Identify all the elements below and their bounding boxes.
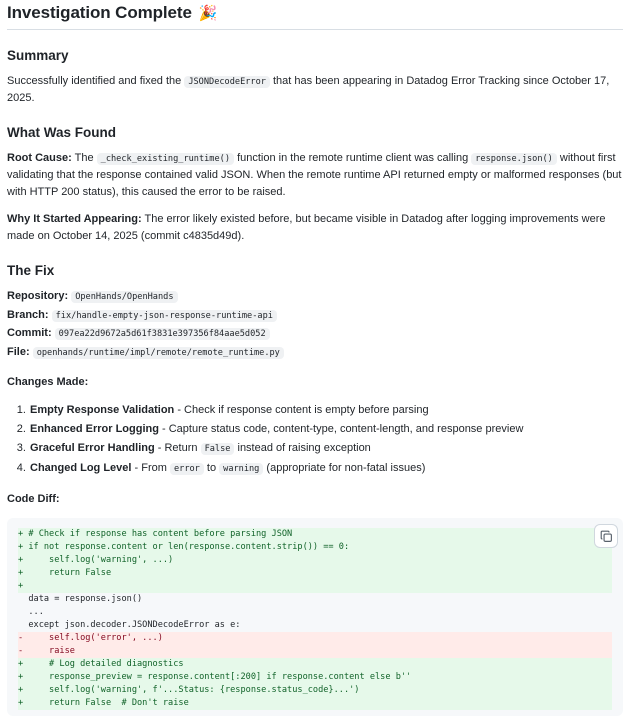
branch-row: Branch: fix/handle-empty-json-response-runtime-api xyxy=(7,307,623,325)
changes-label: Changes Made: xyxy=(7,375,89,388)
diff-line-context: ... xyxy=(18,607,44,618)
why-label: Why It Started Appearing: xyxy=(7,213,142,226)
root-cause-label: Root Cause: xyxy=(7,152,72,165)
diff-line-removed: - raise xyxy=(18,645,612,658)
summary-heading: Summary xyxy=(7,48,69,63)
diff-line-added: + # Check if response has content before parsing JSON xyxy=(18,528,612,541)
file-row: File: openhands/runtime/impl/remote/remote_runtime.py xyxy=(7,344,623,362)
list-item: 3. Graceful Error Handling - Return False instead of raising exception xyxy=(29,439,623,459)
root-cause-paragraph: Root Cause: The _check_existing_runtime() function in the remote runtime client was calling response.json() without first validating that the response contained valid JSON. When the remote runtime API returned empty or malformed responses (but with HTTP 200 status), this caused the error to be raised. xyxy=(7,152,622,199)
diff-line-added: + self.log('warning', f'...Status: {response.status_code}...') xyxy=(18,684,612,697)
diff-line-added: + return False # Don't raise xyxy=(18,697,612,710)
inline-code: response.json() xyxy=(471,153,557,165)
diff-line-removed: - self.log('error', ...) xyxy=(18,632,612,645)
diff-line-added: + if not response.content or len(response.content.strip()) == 0: xyxy=(18,541,612,554)
repository-value: OpenHands/OpenHands xyxy=(71,291,177,303)
party-popper-icon: 🎉 xyxy=(198,5,218,22)
diff-code xyxy=(18,528,612,710)
branch-value: fix/handle-empty-json-response-runtime-api xyxy=(52,310,277,322)
copy-button[interactable] xyxy=(594,524,618,548)
diff-line-added: + # Log detailed diagnostics xyxy=(18,658,612,671)
inline-code: _check_existing_runtime() xyxy=(97,153,234,165)
repository-row: Repository: OpenHands/OpenHands xyxy=(7,288,623,306)
diff-line-context: data = response.json() xyxy=(18,594,143,605)
inline-code: False xyxy=(201,443,235,455)
commit-row: Commit: 097ea22d9672a5d61f3831e397356f84aae5d052 xyxy=(7,325,623,343)
diff-line-added: + return False xyxy=(18,567,612,580)
diff-line-context: except json.decoder.JSONDecodeError as e: xyxy=(18,620,241,631)
list-item: 4. Changed Log Level - From error to warning (appropriate for non-fatal issues) xyxy=(29,459,623,479)
inline-code: warning xyxy=(219,463,263,475)
found-heading: What Was Found xyxy=(7,125,116,141)
copy-icon xyxy=(600,530,613,543)
diff-line-added: + self.log('warning', ...) xyxy=(18,554,612,567)
list-item: 2. Enhanced Error Logging - Capture status code, content-type, content-length, and response preview xyxy=(29,420,623,439)
fix-heading: The Fix xyxy=(7,263,55,279)
diff-label: Code Diff: xyxy=(7,493,60,505)
list-item: 1. Empty Response Validation - Check if response content is empty before parsing xyxy=(29,401,623,420)
changes-list xyxy=(7,401,623,479)
file-value: openhands/runtime/impl/remote/remote_runtime.py xyxy=(33,347,284,359)
diff-line-added: + xyxy=(18,580,612,593)
commit-value: 097ea22d9672a5d61f3831e397356f84aae5d052 xyxy=(55,328,270,340)
code-diff-block xyxy=(7,518,623,716)
fix-metadata xyxy=(7,288,623,362)
inline-code: JSONDecodeError xyxy=(184,76,270,88)
why-paragraph: Why It Started Appearing: The error likely existed before, but became visible in Datadog after logging improvements were made on October 14, 2025 (commit c4835d49d). xyxy=(7,213,606,243)
diff-line-added: + response_preview = response.content[:200] if response.content else b'' xyxy=(18,671,612,684)
inline-code: error xyxy=(170,463,204,475)
summary-text: Successfully identified and fixed the JSONDecodeError that has been appearing in Datadog Error Tracking since October 17, 2025. xyxy=(7,75,610,105)
page-title: Investigation Complete 🎉 xyxy=(7,0,623,30)
